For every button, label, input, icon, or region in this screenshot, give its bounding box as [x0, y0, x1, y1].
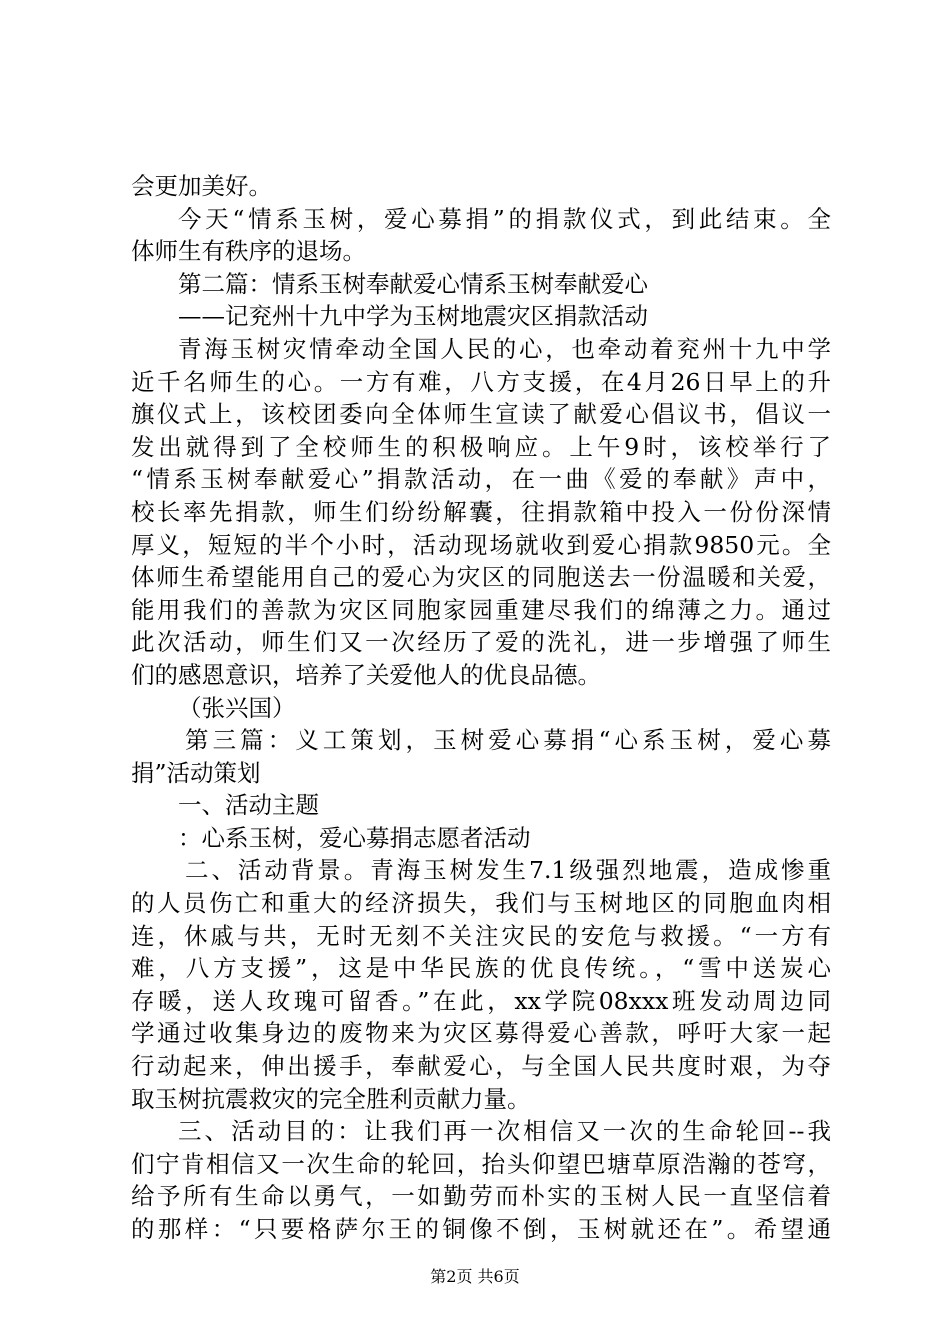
text-line: 发出就得到了全校师生的积极响应。上午9时，该校举行了	[131, 432, 831, 461]
text-line: 厚义，短短的半个小时，活动现场就收到爱心捐款9850元。全	[131, 530, 831, 559]
text-line: 们的感恩意识，培养了关爱他人的优良品德。	[131, 660, 601, 689]
list-heading: 二、活动背景。青海玉树发生7.1级强烈地震，造成惨重	[185, 856, 831, 885]
section-subheading: ——记兖州十九中学为玉树地震灾区捐款活动	[178, 302, 648, 331]
text-line: 体师生希望能用自己的爱心为灾区的同胞送去一份温暖和关爱，	[131, 563, 831, 592]
text-line: ：心系玉树，爱心募捐志愿者活动	[178, 823, 531, 852]
text-line: 学通过收集身边的废物来为灾区募得爱心善款，呼吁大家一起	[131, 1019, 831, 1048]
author-credit: （张兴国）	[178, 693, 296, 722]
section-heading-2: 第二篇：情系玉树奉献爱心情系玉树奉献爱心	[178, 269, 648, 298]
page-number-footer: 第2页 共6页	[430, 1267, 520, 1286]
document-body	[131, 170, 831, 1246]
text-line: “情系玉树奉献爱心”捐款活动，在一曲《爱的奉献》声中，	[131, 465, 831, 494]
text-line: 的那样：“只要格萨尔王的铜像不倒，玉树就还在”。希望通	[131, 1215, 831, 1243]
text-line: 校长率先捐款，师生们纷纷解囊，往捐款箱中投入一份份深情	[131, 497, 831, 526]
text-line: 难，八方支援”，这是中华民族的优良传统。，“雪中送炭心	[131, 954, 831, 983]
text-line: 会更加美好。	[131, 172, 272, 200]
list-heading: 一、活动主题	[178, 791, 319, 820]
text-line: 的人员伤亡和重大的经济损失，我们与玉树地区的同胞血肉相	[131, 889, 831, 918]
text-line: 体师生有秩序的退场。	[131, 237, 366, 266]
text-line: 给予所有生命以勇气，一如勤劳而朴实的玉树人民一直坚信着	[131, 1182, 831, 1211]
text-line: 行动起来，伸出援手，奉献爱心，与全国人民共度时艰，为夺	[131, 1052, 831, 1081]
text-line: 青海玉树灾情牵动全国人民的心，也牵动着兖州十九中学	[178, 334, 831, 363]
list-heading: 三、活动目的：让我们再一次相信又一次的生命轮回--我	[178, 1117, 831, 1146]
text-line: 连，休戚与共，无时无刻不关注灾民的安危与救援。“一方有	[131, 921, 831, 950]
text-line: 此次活动，师生们又一次经历了爱的洗礼，进一步增强了师生	[131, 628, 831, 657]
text-line: 能用我们的善款为灾区同胞家园重建尽我们的绵薄之力。通过	[131, 595, 831, 624]
text-line: 存暖，送人玫瑰可留香。”在此，xx学院08xxx班发动周边同	[131, 986, 831, 1015]
text-line: 取玉树抗震救灾的完全胜利贡献力量。	[131, 1084, 531, 1113]
text-line: 今天“情系玉树，爱心募捐”的捐款仪式，到此结束。全	[178, 204, 831, 233]
text-line: 近千名师生的心。一方有难，八方支援，在4月26日早上的升	[131, 367, 831, 396]
section-heading-3-cont: 捐”活动策划	[131, 758, 261, 787]
text-line: 旗仪式上，该校团委向全体师生宣读了献爱心倡议书，倡议一	[131, 400, 831, 429]
text-line: 们宁肯相信又一次生命的轮回，抬头仰望巴塘草原浩瀚的苍穹，	[131, 1149, 831, 1178]
section-heading-3: 第三篇：义工策划，玉树爱心募捐“心系玉树，爱心募	[185, 726, 831, 755]
